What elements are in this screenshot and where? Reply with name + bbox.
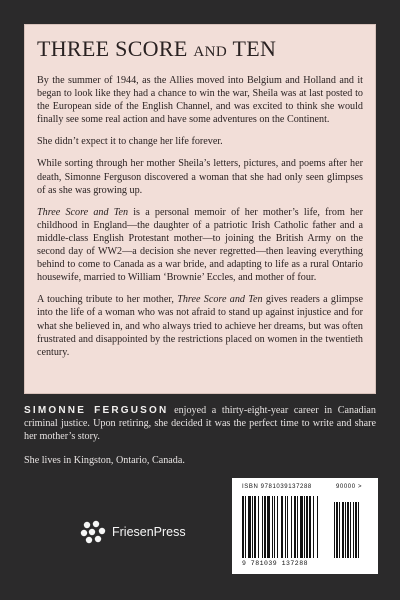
book-title xyxy=(37,37,363,64)
title-part-2: AND xyxy=(193,44,228,60)
price-code xyxy=(336,484,362,490)
author-bio-paragraph xyxy=(24,404,376,444)
price-code-value: 90000 xyxy=(336,484,356,490)
title-part-3: TEN xyxy=(232,36,277,61)
author-location: She lives in Kingston, Ontario, Canada. xyxy=(24,454,185,466)
isbn-barcode xyxy=(232,478,378,574)
book-title-italic: Three Score and Ten xyxy=(177,294,263,306)
author-name: SIMONNE FERGUSON xyxy=(24,405,169,416)
author-bio xyxy=(24,404,376,477)
synopsis-panel xyxy=(24,24,376,394)
title-part-1: THREE SCORE xyxy=(37,36,188,61)
isbn-label: ISBN 9781039137288 xyxy=(242,484,312,490)
friesenpress-logo-icon xyxy=(80,520,106,544)
synopsis-paragraph-1: By the summer of 1944, as the Allies moved into Belgium and Holland and it began to look like they had a chance to win the war, Sheila was at last posted to the European side of the English Channel, and was excited to think she would finally see some real action and have some adventures on the Continent. xyxy=(37,75,363,126)
publisher-name: FriesenPress xyxy=(112,525,186,539)
barcode-digits: 9 781039 137288 xyxy=(242,560,309,567)
barcode-bars xyxy=(242,496,370,558)
synopsis-paragraph-3: While sorting through her mother Sheila’s letters, pictures, and poems after her death, Simonne Ferguson discovered a woman that she had only seen glimpses of as she was growing up. xyxy=(37,158,363,196)
synopsis-paragraph-5-text: gives readers a glimpse into the life of a woman who was not afraid to stand up against injustice and for what she believed in, and who always tried to achieve her dreams, but was often frustrated and disappointed by the restrictions placed on women in the twentieth century. xyxy=(37,294,363,358)
synopsis-paragraph-4-text: is a personal memoir of her mother’s life, from her childhood in England—the daughter of a patriotic Irish Catholic father and a middle-class English Protestant mother—to joining the British Army on the second day of WW2—a decision she never regretted—then leaving everything behind to come to Canada as a war bride, and adapting to life as a rural Ontario housewife, married to William ‘Brownie’ Eccles, and mother of four. xyxy=(37,206,363,284)
author-bio-text: enjoyed a thirty-eight-year career in Canadian criminal justice. Upon retiring, she decided it was the perfect time to write and share her mother’s story. xyxy=(24,405,376,443)
publisher-logo xyxy=(80,520,186,544)
synopsis-paragraph-2: She didn’t expect it to change her life forever. xyxy=(37,136,223,148)
synopsis-paragraph-5 xyxy=(37,293,363,358)
price-code-arrow: > xyxy=(357,484,363,490)
book-title-italic: Three Score and Ten xyxy=(37,206,129,218)
synopsis-paragraph-5-lead: A touching tribute to her mother, xyxy=(37,294,178,306)
synopsis-paragraph-4 xyxy=(37,206,363,285)
